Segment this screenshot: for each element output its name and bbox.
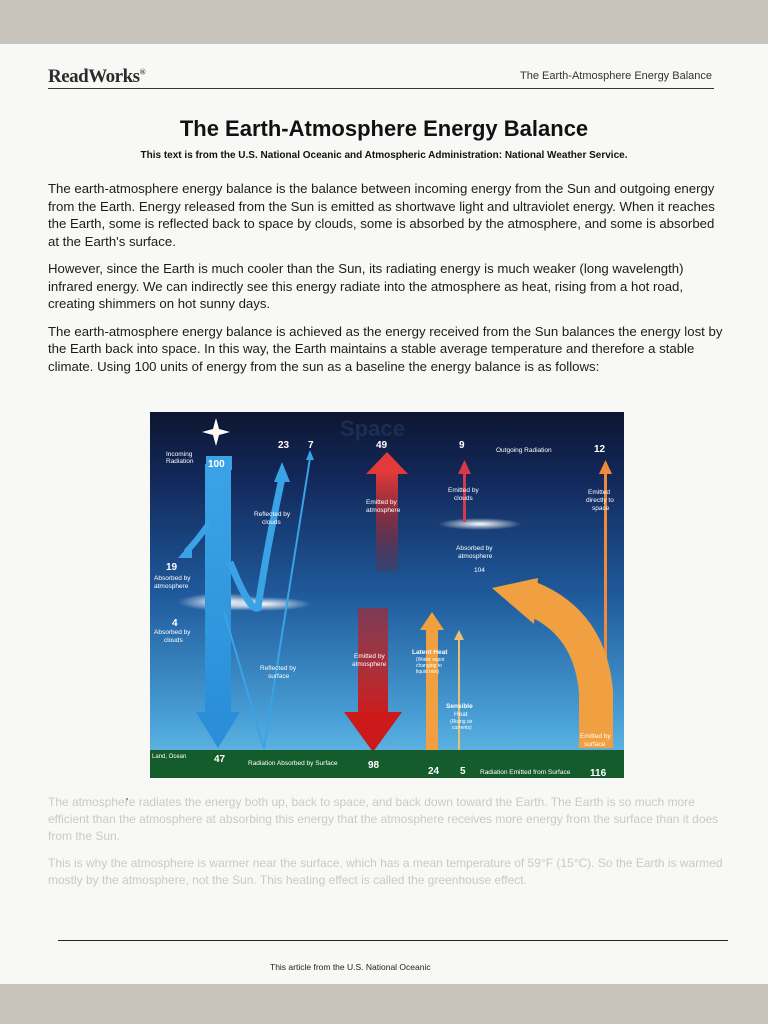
emitted-surface-label: Emitted by	[580, 733, 611, 740]
emitted-clouds-label: Emitted by	[448, 487, 479, 494]
brand-logo: ReadWorks®	[48, 66, 146, 87]
absorbed-atmosphere-104-label: Absorbed by	[456, 545, 493, 552]
footer-divider	[58, 940, 728, 941]
running-header: The Earth-Atmosphere Energy Balance	[520, 70, 712, 82]
paragraph: However, since the Earth is much cooler than the Sun, its radiating energy is much weaker (long wavelength) infrared energy. We can indirectly see this energy radiate into the atmosphere as heat, rising from a hot road, creating shimmers on hot sunny days.	[48, 261, 684, 311]
sensible-heat-label: Heat	[454, 711, 468, 718]
paragraph: The atmosphere radiates the energy both up, back to space, and back down toward the Earth. The Earth is so much more efficient than the atmosphere at absorbing this energy that the atmosphere receives more energy from the surface than it does from the Sun.	[48, 795, 719, 843]
emitted-surface-label: Radiation Emitted from Surface	[480, 769, 571, 776]
absorbed-surface-label: Radiation Absorbed by Surface	[248, 760, 338, 767]
source-note: This text is from the U.S. National Oceanic and Atmospheric Administration: National Weather Service.	[140, 150, 628, 161]
direct-space-value: 12	[594, 444, 606, 455]
reflected-surface-value: 7	[308, 440, 314, 451]
header-divider	[48, 88, 714, 89]
energy-balance-diagram	[150, 412, 624, 778]
emitted-atmosphere-down-label: atmosphere	[352, 661, 387, 668]
ground-label: Land, Ocean	[152, 754, 187, 760]
document-page	[0, 44, 768, 984]
latent-heat-label: liquid rain)	[416, 669, 440, 675]
emitted-clouds-label: clouds	[454, 495, 473, 502]
space-label: Space	[340, 416, 405, 441]
latent-heat-label: changing to	[416, 663, 442, 669]
absorbed-surface-value: 47	[214, 754, 226, 765]
emitted-clouds-value: 9	[459, 440, 465, 451]
absorbed-clouds-value: 4	[172, 618, 178, 629]
emitted-atmosphere-label: Emitted by	[366, 499, 397, 506]
emitted-atmosphere-label: atmosphere	[366, 507, 401, 514]
reflected-clouds-label: clouds	[262, 519, 281, 526]
reflected-clouds-value: 23	[278, 440, 290, 451]
sensible-heat-label: currents)	[452, 725, 472, 731]
incoming-label: Radiation	[166, 458, 194, 465]
latent-heat-value: 24	[428, 766, 440, 777]
paragraph: The earth-atmosphere energy balance is the balance between incoming energy from the Sun and outgoing energy from the Earth. Energy released from the Sun is emitted as shortwave light and ultraviolet energy. When it reaches the Earth, some is reflected back to space by clouds, some is absorbed by the atmosphere, and some is absorbed at the Earth's surface.	[48, 181, 715, 249]
faded-text-block	[48, 794, 738, 899]
sensible-heat-value: 5	[460, 766, 466, 777]
absorbed-clouds-label: Absorbed by	[154, 629, 191, 636]
paragraph: The earth-atmosphere energy balance is achieved as the energy received from the Sun balances the energy lost by the Earth back into space. In this way, the Earth maintains a stable average temperature and therefore a stable climate. Using 100 units of energy from the sun as a baseline the energy balance is as follows:	[48, 323, 723, 374]
absorbed-atmosphere-value: 19	[166, 562, 178, 573]
back-radiation-value: 98	[368, 760, 380, 771]
reflected-surface-label: surface	[268, 673, 290, 680]
emitted-atmosphere-down-label: Emitted by	[354, 653, 385, 660]
latent-heat-label: Latent Heat	[412, 649, 448, 656]
emitted-surface-value: 116	[590, 768, 607, 778]
absorbed-atmosphere-104-value: 104	[474, 567, 485, 574]
absorbed-atmosphere-104-label: atmosphere	[458, 553, 493, 560]
reflected-surface-label: Reflected by	[260, 665, 297, 672]
paragraph: This is why the atmosphere is warmer near the surface, which has a mean temperature of 59°F (15°C). So the Earth is warmed mostly by the atmosphere, not the Sun. This heating effect is called the greenhouse effect.	[48, 856, 723, 887]
page-title: The Earth-Atmosphere Energy Balance	[179, 116, 589, 141]
incoming-label: Incoming	[166, 451, 193, 458]
absorbed-atmosphere-label: atmosphere	[154, 583, 189, 590]
incoming-value: 100	[208, 459, 225, 470]
absorbed-atmosphere-label: Absorbed by	[154, 575, 191, 582]
emitted-atmosphere-up-value: 49	[376, 440, 388, 451]
cloud-right	[438, 518, 522, 530]
absorbed-clouds-label: clouds	[164, 637, 183, 644]
direct-space-label: Emitted	[588, 489, 611, 496]
outgoing-radiation-label: Outgoing Radiation	[496, 447, 552, 454]
footer-note: This article from the U.S. National Oceanic	[270, 962, 431, 972]
latent-heat-label: (Water vapor	[416, 657, 445, 663]
emitted-surface-label: surface	[584, 741, 606, 748]
article-body	[48, 180, 728, 385]
direct-space-label: space	[592, 505, 610, 512]
direct-space-label: directly to	[586, 497, 614, 504]
reflected-clouds-label: Reflected by	[254, 511, 291, 518]
sensible-heat-label: Sensible	[446, 703, 473, 710]
sensible-heat-label: (Rising air	[450, 719, 473, 725]
